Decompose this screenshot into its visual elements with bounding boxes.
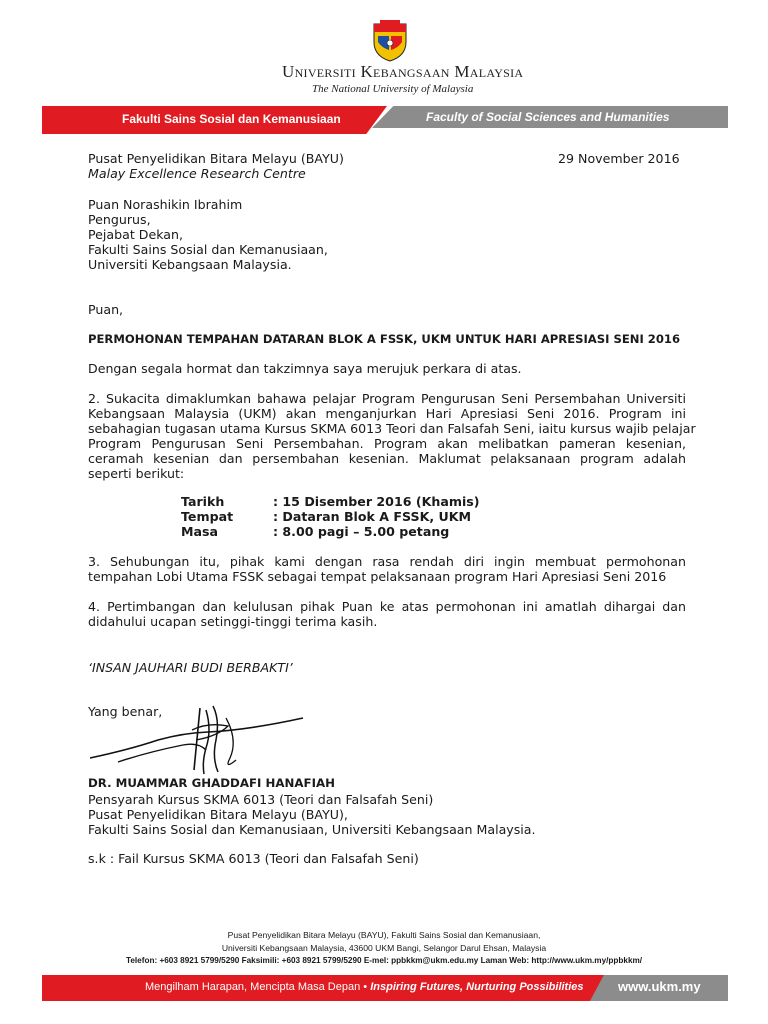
paragraph-line: Program Pengurusan Seni Persembahan. Program akan melibatkan pameran kesenian, — [88, 436, 686, 451]
footer-address-line: Universiti Kebangsaan Malaysia, 43600 UKM Bangi, Selangor Darul Ehsan, Malaysia — [221, 943, 547, 953]
university-name: Universiti Kebangsaan Malaysia — [282, 62, 524, 81]
recipient-line: Fakulti Sains Sosial dan Kemanusiaan, — [88, 242, 328, 257]
signatory-line: Fakulti Sains Sosial dan Kemanusiaan, Universiti Kebangsaan Malaysia. — [88, 822, 536, 837]
detail-value: : 8.00 pagi – 5.00 petang — [273, 524, 450, 539]
recipient-line: Universiti Kebangsaan Malaysia. — [88, 257, 292, 272]
paragraph-1: Dengan segala hormat dan takzimnya saya merujuk perkara di atas. — [88, 361, 522, 376]
paragraph-line: tempahan Lobi Utama FSSK sebagai tempat pelaksanaan program Hari Apresiasi Seni 2016 — [88, 569, 667, 584]
detail-label: Tempat — [181, 509, 234, 524]
salutation: Puan, — [88, 302, 124, 317]
tagline-english: Inspiring Futures, Nurturing Possibilities — [370, 981, 584, 993]
paragraph-line: Kebangsaan Malaysia (UKM) akan menganjurkan Hari Apresiasi Seni 2016. Program ini — [88, 406, 686, 421]
recipient-line: Puan Norashikin Ibrahim — [88, 197, 243, 212]
recipient-line: Pengurus, — [88, 212, 151, 227]
signatory-name: DR. MUAMMAR GHADDAFI HANAFIAH — [88, 776, 335, 790]
faculty-name-malay: Fakulti Sains Sosial dan Kemanusiaan — [122, 112, 341, 126]
closing: Yang benar, — [88, 704, 163, 719]
detail-row-date — [181, 494, 481, 509]
tagline-separator: • — [363, 981, 368, 993]
paragraph-line: ceramah kesenian dan persembahan kesenian. Maklumat pelaksanaan program adalah — [88, 451, 686, 466]
letter-date: 29 November 2016 — [558, 151, 680, 166]
recipient-block — [88, 197, 328, 272]
signatory-line: Pusat Penyelidikan Bitara Melayu (BAYU), — [88, 807, 348, 822]
signatory-details — [88, 792, 536, 837]
signatory-line: Pensyarah Kursus SKMA 6013 (Teori dan Falsafah Seni) — [88, 792, 434, 807]
detail-value: : 15 Disember 2016 (Khamis) — [273, 494, 480, 509]
paragraph-4 — [88, 599, 686, 629]
faculty-name-english: Faculty of Social Sciences and Humanities — [426, 110, 670, 124]
paragraph-line: seperti berikut: — [88, 466, 185, 481]
footer-address-line: Pusat Penyelidikan Bitara Melayu (BAYU), Fakulti Sains Sosial dan Kemanusiaan, — [227, 930, 541, 940]
motto: ‘INSAN JAUHARI BUDI BERBAKTI’ — [88, 660, 293, 675]
paragraph-line: sebahagian tugasan utama Kursus SKMA 6013 Teori dan Falsafah Seni, iaitu kursus wajib pelajar — [88, 421, 696, 436]
tagline-malay: Mengilham Harapan, Mencipta Masa Depan — [145, 981, 361, 993]
university-crest-icon — [370, 20, 410, 62]
letter-subject: PERMOHONAN TEMPAHAN DATARAN BLOK A FSSK, UKM UNTUK HARI APRESIASI SENI 2016 — [88, 332, 681, 346]
paragraph-line: 4. Pertimbangan dan kelulusan pihak Puan ke atas permohonan ini amatlah dihargai dan — [88, 599, 686, 614]
paragraph-line: didahului ucapan setinggi-tinggi terima kasih. — [88, 614, 378, 629]
footer-tagline — [145, 981, 584, 993]
footer-contact: Telefon: +603 8921 5799/5290 Faksimili: +603 8921 5799/5290 E-mel: ppbkkm@ukm.edu.my Laman Web: http://www.ukm.my/ppbkkm/ — [125, 956, 643, 965]
paragraph-3 — [88, 554, 686, 584]
detail-value: : Dataran Blok A FSSK, UKM — [273, 509, 472, 524]
paragraph-2 — [88, 391, 696, 481]
paragraph-line: 2. Sukacita dimaklumkan bahawa pelajar Program Pengurusan Seni Persembahan Universiti — [88, 391, 686, 406]
detail-row-venue — [181, 509, 481, 524]
footer-website-link[interactable]: www.ukm.my — [618, 979, 701, 994]
carbon-copy: s.k : Fail Kursus SKMA 6013 (Teori dan Falsafah Seni) — [88, 851, 419, 866]
detail-row-time — [181, 524, 481, 539]
paragraph-line: 3. Sehubungan itu, pihak kami dengan rasa rendah diri ingin membuat permohonan — [88, 554, 686, 569]
university-subtitle: The National University of Malaysia — [312, 83, 474, 95]
sender-centre: Pusat Penyelidikan Bitara Melayu (BAYU) — [88, 151, 344, 166]
sender-centre-english: Malay Excellence Research Centre — [88, 166, 306, 181]
signature-icon — [88, 700, 308, 780]
detail-label: Masa — [181, 524, 219, 539]
event-details — [181, 494, 481, 542]
recipient-line: Pejabat Dekan, — [88, 227, 183, 242]
detail-label: Tarikh — [181, 494, 225, 509]
